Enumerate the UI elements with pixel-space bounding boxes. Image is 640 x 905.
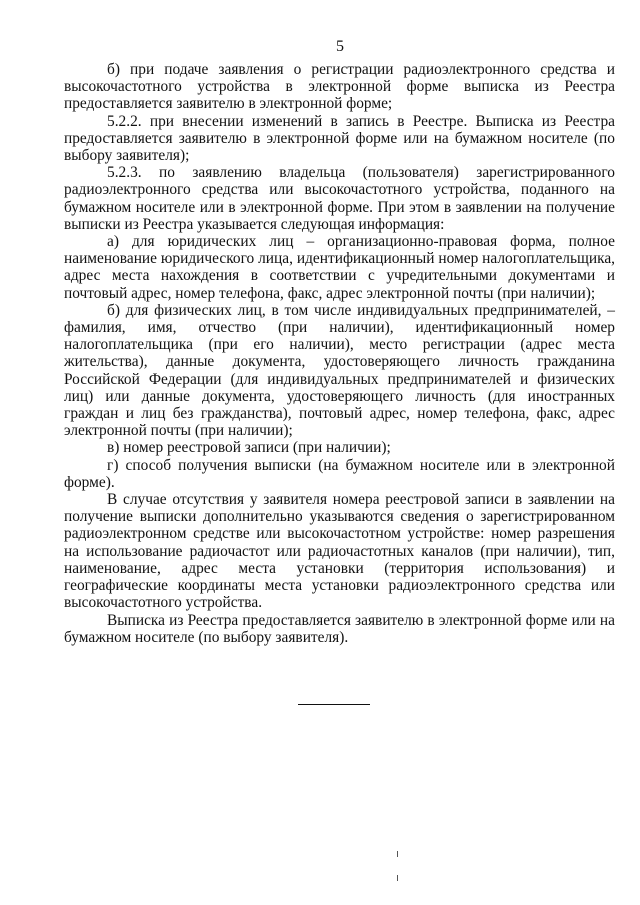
scan-artifact-mark — [397, 875, 398, 881]
paragraph-extract-provision: Выписка из Реестра предоставляется заявителю в электронной форме или на бумажном носителе (по выбору заявителя). — [64, 611, 615, 646]
paragraph-item-b-electronic: б) при подаче заявления о регистрации радиоэлектронного средства и высокочастотного устройства в электронной форме выписка из Реестра предоставляется заявителю в электронной форме; — [64, 61, 615, 113]
paragraph-item-g-method: г) способ получения выписки (на бумажном носителе или в электронной форме). — [64, 456, 615, 491]
paragraph-item-a-legal-entities: а) для юридических лиц – организационно-правовая форма, полное наименование юридического лица, идентификационный номер налогоплательщика, адрес места нахождения в соответствии с учредительными документами и почтовый адрес, номер телефона, факс, адрес электронной почты (при наличии); — [64, 233, 615, 302]
page-number: 5 — [336, 38, 344, 55]
scan-artifact-mark — [397, 851, 398, 857]
paragraph-item-b-individuals: б) для физических лиц, в том числе индивидуальных предпринимателей, – фамилия, имя, отчество (при наличии), идентификационный номер налогоплательщика (при его наличии), место регистрации (адрес места жительства), данные документа, удостоверяющего личность гражданина Российской Федерации (для индивидуальных предпринимателей и физических лиц) или данные документа, удостоверяющего личность (для иностранных граждан и лиц без гражданства), почтовый адрес, номер телефона, факс, адрес электронной почты (при наличии); — [64, 301, 615, 440]
end-divider-line — [298, 704, 370, 705]
paragraph-5-2-2: 5.2.2. при внесении изменений в запись в Реестре. Выписка из Реестра предоставляется заявителю в электронной форме или на бумажном носителе (по выбору заявителя); — [64, 112, 615, 165]
paragraph-5-2-3: 5.2.3. по заявлению владельца (пользователя) зарегистрированного радиоэлектронного средства или высокочастотного устройства, поданного на бумажном носителе или в электронной форме. При этом в заявлении на получение выписки из Реестра указывается следующая информация: — [64, 164, 615, 233]
document-body — [64, 61, 615, 646]
paragraph-no-record-number: В случае отсутствия у заявителя номера реестровой записи в заявлении на получение выписки дополнительно указываются сведения о зарегистрированном радиоэлектронном средстве или высокочастотном устройстве: номер разрешения на использование радиочастот или радиочастотных каналов (при наличии), тип, наименование, адрес места установки (территория использования) и географические координаты места установки радиоэлектронного средства или высокочастотного устройства. — [64, 491, 615, 612]
paragraph-item-v-record-number: в) номер реестровой записи (при наличии); — [107, 439, 391, 457]
